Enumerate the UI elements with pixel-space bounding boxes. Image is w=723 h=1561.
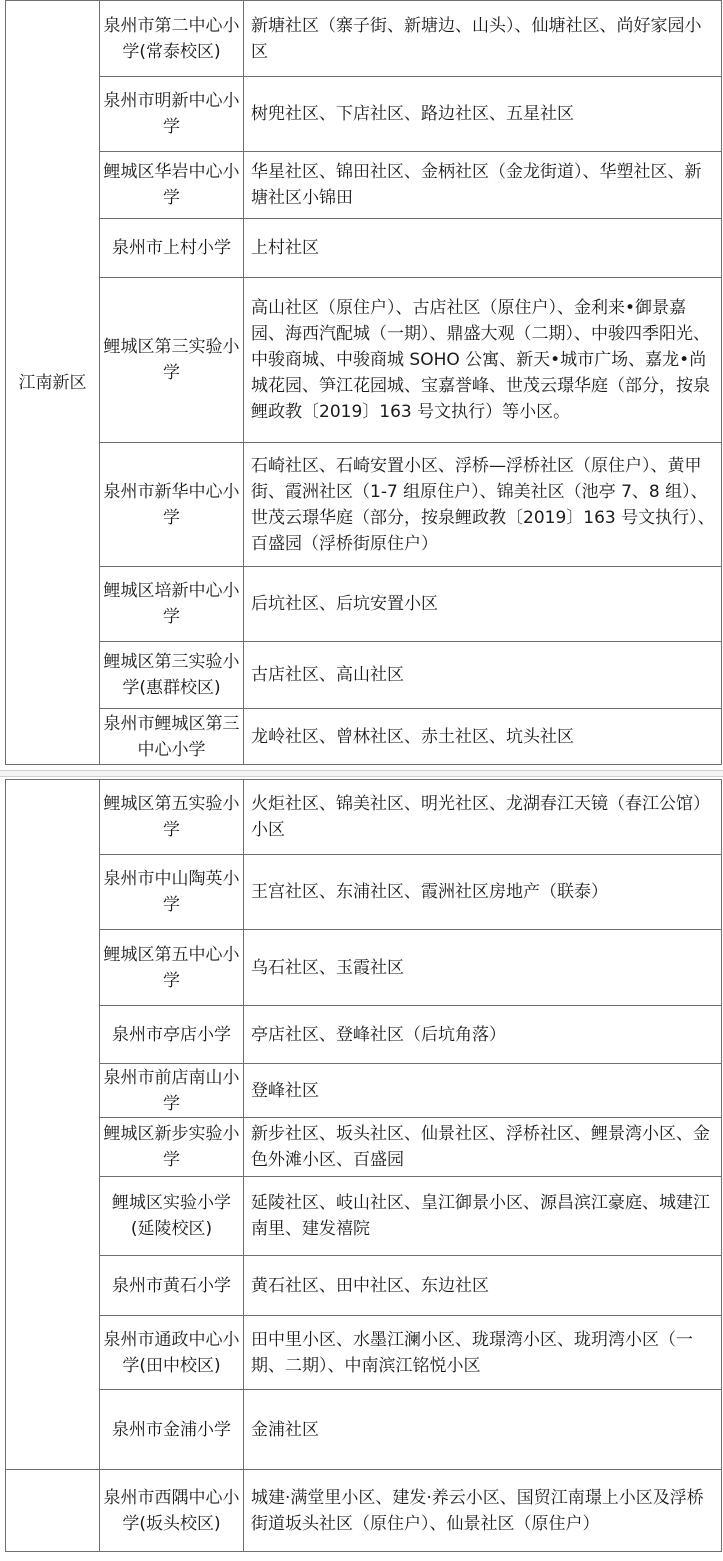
table-row — [6, 219, 722, 278]
school-name: 鲤城区培新中心小学 — [103, 581, 240, 627]
district-cell — [6, 780, 100, 1470]
enrollment-area: 石崎社区、石崎安置小区、浮桥—浮桥社区（原住户）、黄甲街、霞洲社区（1-7 组原住户）、锦美社区（池亭 7、8 组）、世茂云璟华庭（部分，按泉鲤政教〔2019〕163 号文执行）、百盛园（浮桥街原住户） — [244, 443, 722, 567]
table-row — [6, 152, 722, 219]
table-row — [6, 1470, 722, 1552]
school-name: 泉州市中山陶英小学 — [103, 869, 240, 915]
enrollment-area: 后坑社区、后坑安置小区 — [244, 567, 722, 642]
enrollment-area: 树兜社区、下店社区、路边社区、五星社区 — [244, 77, 722, 152]
school-name: 泉州市通政中心小学(田中校区) — [103, 1329, 240, 1376]
district-cell-empty — [6, 1470, 100, 1552]
table-row — [6, 642, 722, 709]
enrollment-area: 高山社区（原住户）、古店社区（原住户）、金利来•御景嘉园、海西汽配城（一期）、鼎盛大观（二期）、中骏四季阳光、中骏商城、中骏商城 SOHO 公寓、新天•城市广场、嘉龙•尚城花园、笋江花园城、宝嘉誉峰、世茂云璟华庭（部分，按泉鲤政教〔2019〕163 号文执行）等小区。 — [244, 278, 722, 443]
school-name: 鲤城区实验小学(延陵校区) — [112, 1193, 231, 1239]
school-name: 泉州市金浦小学 — [112, 1419, 231, 1440]
enrollment-area: 新塘社区（寨子街、新塘边、山头）、仙塘社区、尚好家园小区 — [244, 1, 722, 77]
table-row — [6, 1390, 722, 1470]
school-name: 鲤城区华岩中心小学 — [103, 162, 240, 208]
page-break-divider — [0, 770, 723, 777]
enrollment-area: 田中里小区、水墨江澜小区、珑璟湾小区、珑玥湾小区（一期、二期）、中南滨江铭悦小区 — [244, 1316, 722, 1390]
enrollment-area: 新步社区、坂头社区、仙景社区、浮桥社区、鲤景湾小区、金色外滩小区、百盛园 — [244, 1118, 722, 1177]
table-row — [6, 1064, 722, 1118]
table-row — [6, 780, 722, 855]
school-name: 泉州市亭店小学 — [112, 1024, 231, 1045]
enrollment-area: 王宫社区、东浦社区、霞洲社区房地产（联泰） — [244, 855, 722, 930]
table-row — [6, 278, 722, 443]
table-row — [6, 567, 722, 642]
enrollment-area: 古店社区、高山社区 — [244, 642, 722, 709]
table-row — [6, 1177, 722, 1256]
school-name: 泉州市明新中心小学 — [103, 91, 240, 137]
school-name: 鲤城区第三实验小学 — [103, 337, 240, 383]
table-row — [6, 1118, 722, 1177]
enrollment-area: 乌石社区、玉霞社区 — [244, 930, 722, 1006]
enrollment-area: 龙岭社区、曾林社区、赤土社区、坑头社区 — [244, 709, 722, 765]
table-row — [6, 77, 722, 152]
table-row — [6, 1, 722, 77]
enrollment-area: 亭店社区、登峰社区（后坑角落） — [244, 1006, 722, 1064]
school-name: 泉州市前店南山小学 — [103, 1067, 240, 1114]
enrollment-area: 延陵社区、岐山社区、皇江御景小区、源昌滨江豪庭、城建江南里、建发禧院 — [244, 1177, 722, 1256]
table-row — [6, 709, 722, 765]
school-district-table-page-1 — [5, 0, 722, 765]
school-name: 鲤城区第三实验小学(惠群校区) — [103, 652, 240, 698]
enrollment-area: 金浦社区 — [244, 1390, 722, 1470]
school-district-table-page-2 — [5, 779, 722, 1552]
enrollment-area: 黄石社区、田中社区、东边社区 — [244, 1256, 722, 1316]
school-name: 泉州市鲤城区第三中心小学 — [103, 713, 240, 760]
table-row — [6, 443, 722, 567]
school-name: 泉州市新华中心小学 — [103, 481, 240, 528]
enrollment-area: 华星社区、锦田社区、金柄社区（金龙街道）、华塑社区、新塘社区小锦田 — [244, 152, 722, 219]
school-name: 泉州市上村小学 — [112, 238, 231, 258]
school-name: 泉州市西隅中心小学(坂头校区) — [103, 1487, 240, 1534]
school-name: 泉州市第二中心小学(常泰校区) — [103, 15, 240, 62]
enrollment-area: 城建·满堂里小区、建发·养云小区、国贸江南璟上小区及浮桥街道坂头社区（原住户）、仙景社区（原住户） — [244, 1470, 722, 1552]
enrollment-area: 上村社区 — [244, 219, 722, 278]
table-row — [6, 1316, 722, 1390]
table-row — [6, 1006, 722, 1064]
school-name: 泉州市黄石小学 — [112, 1275, 231, 1296]
district-cell: 江南新区 — [6, 1, 100, 765]
school-name: 鲤城区新步实验小学 — [103, 1124, 240, 1170]
enrollment-area: 登峰社区 — [244, 1064, 722, 1118]
table-row — [6, 1256, 722, 1316]
table-row — [6, 930, 722, 1006]
table-row — [6, 855, 722, 930]
school-name: 鲤城区第五中心小学 — [103, 944, 240, 991]
school-name: 鲤城区第五实验小学 — [103, 794, 240, 840]
enrollment-area: 火炬社区、锦美社区、明光社区、龙湖春江天镜（春江公馆）小区 — [244, 780, 722, 855]
